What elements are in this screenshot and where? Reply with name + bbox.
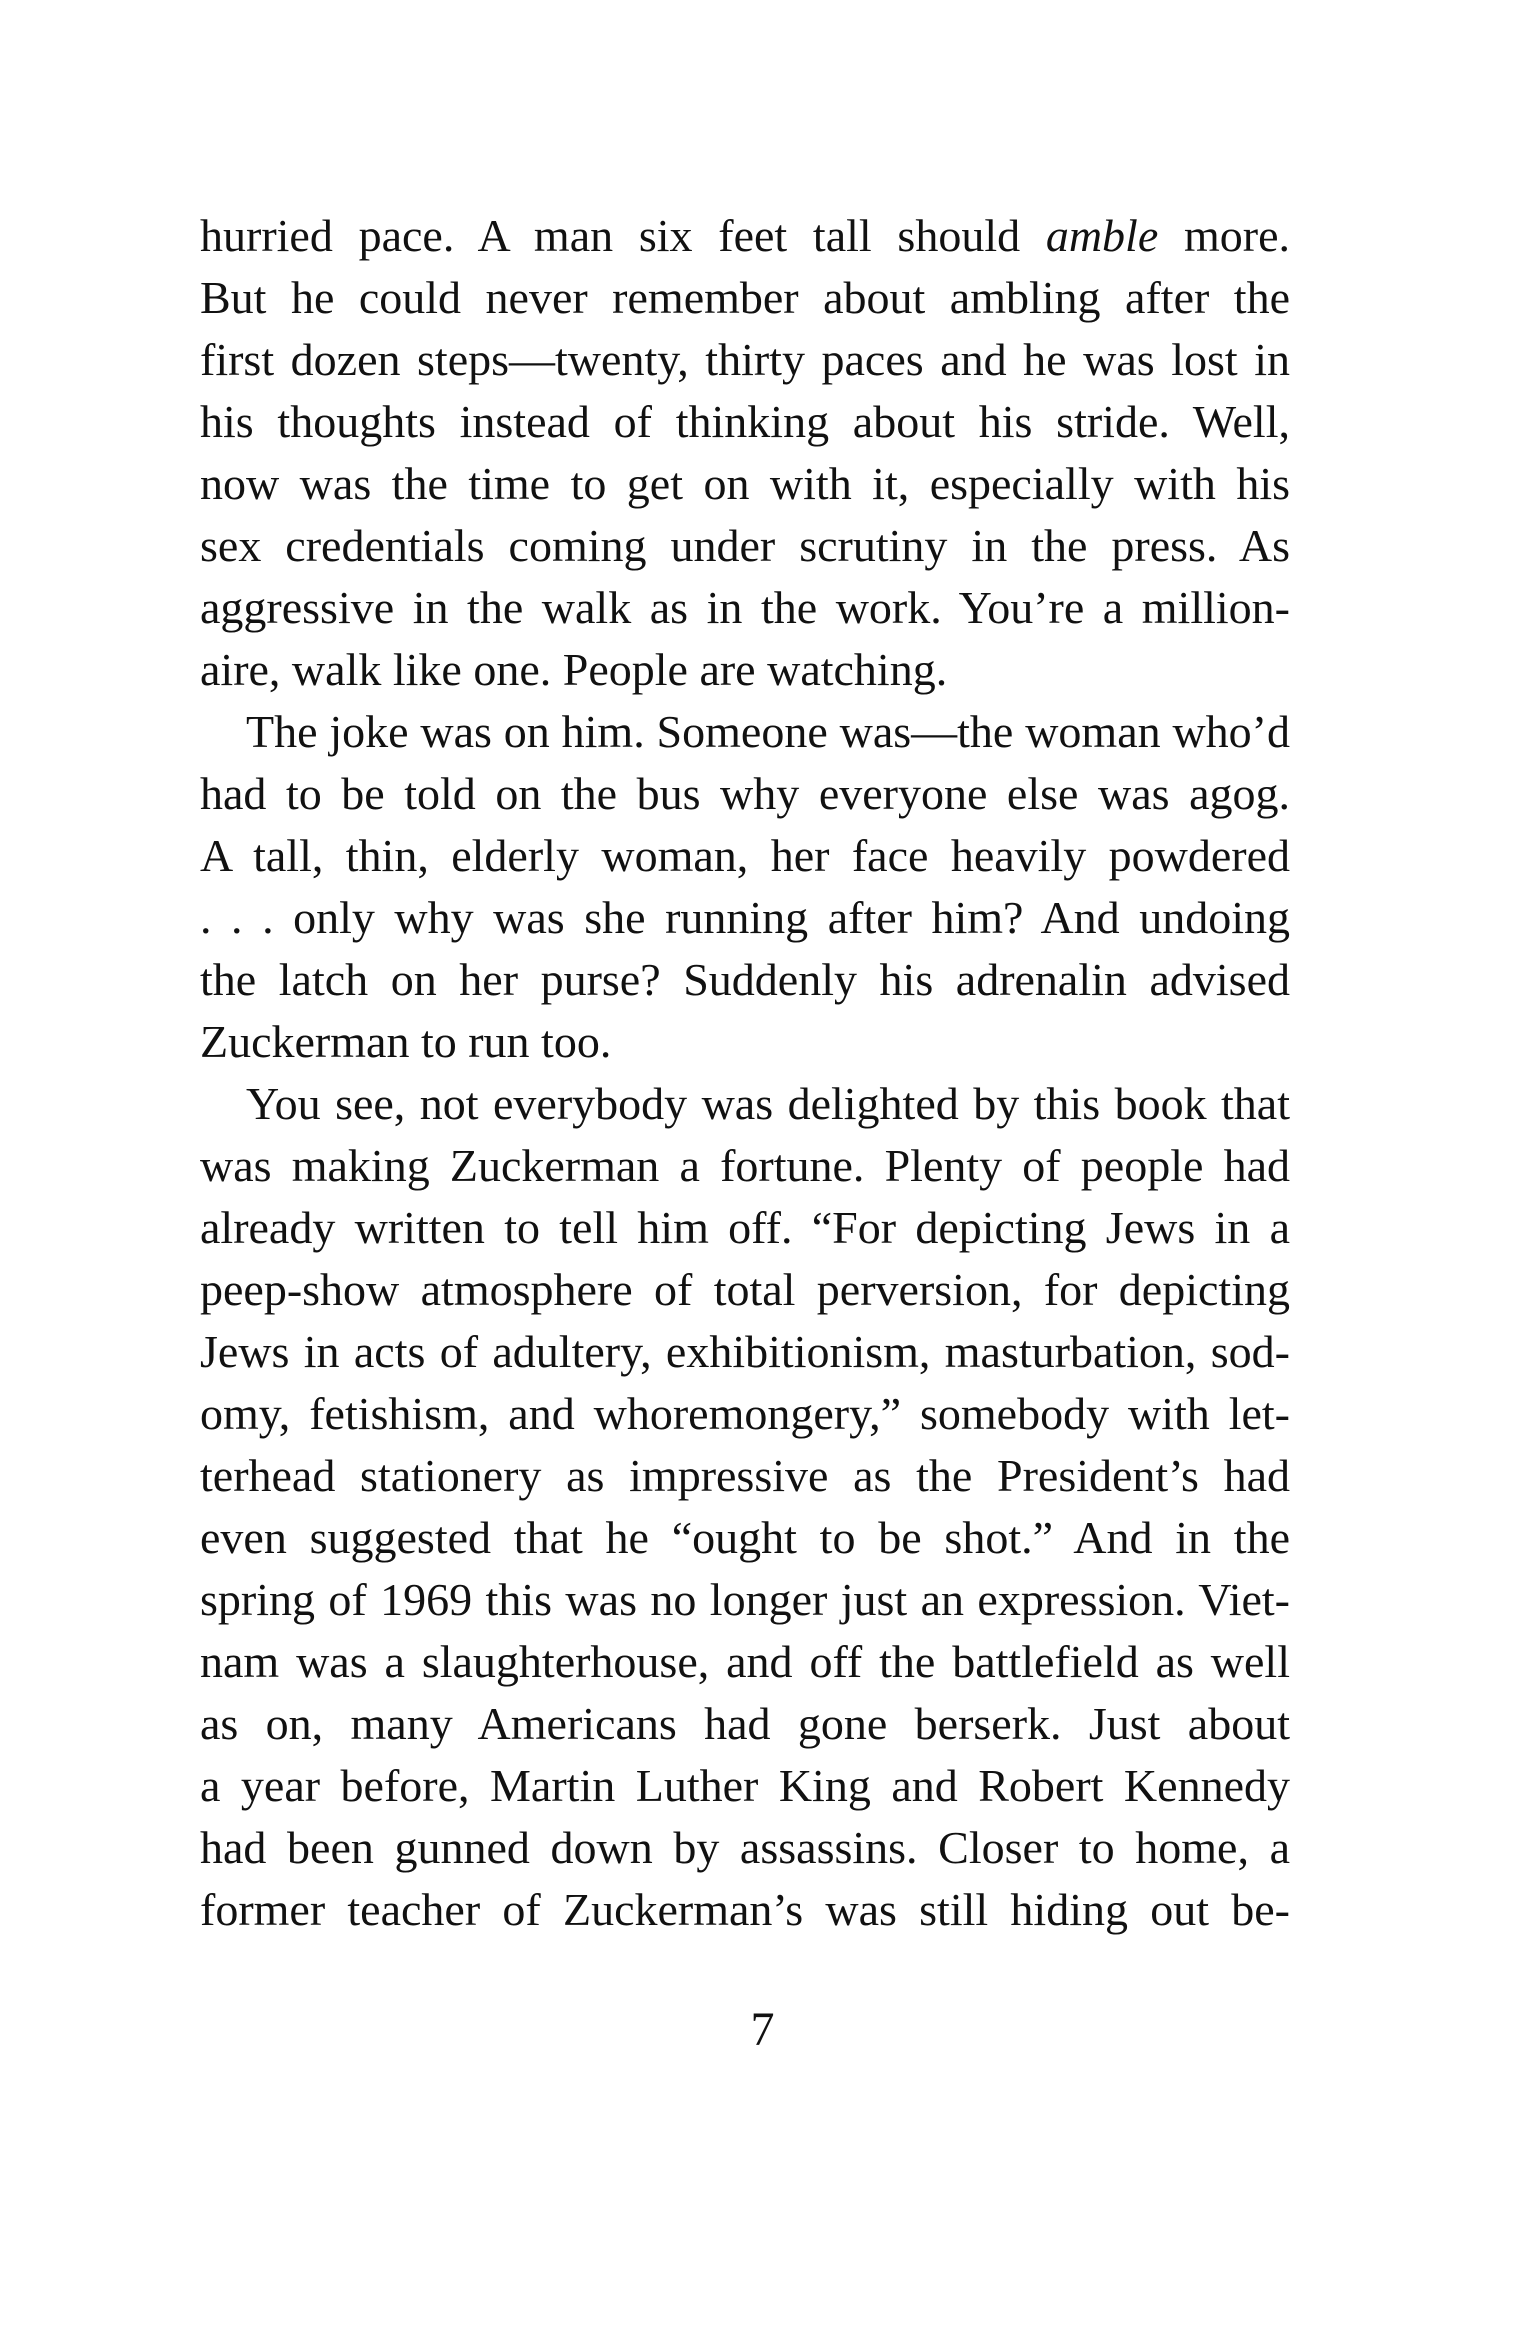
text-run: first dozen steps—twenty, thirty paces and he was lost in: [200, 334, 1290, 385]
text-line: [200, 1879, 1290, 1941]
italic-text: amble: [1045, 210, 1159, 261]
text-run: more.: [1158, 210, 1290, 261]
text-run: had to be told on the bus why everyone else was agog.: [200, 768, 1290, 819]
text-run: the latch on her purse? Suddenly his adrenalin advised: [200, 954, 1290, 1005]
text-run: A tall, thin, elderly woman, her face heavily powdered: [200, 830, 1290, 881]
text-line: [200, 1321, 1290, 1383]
text-line: [200, 1569, 1290, 1631]
text-run: sex credentials coming under scrutiny in the press. As: [200, 520, 1290, 571]
text-run: peep-show atmosphere of total perversion, for depicting: [200, 1264, 1290, 1315]
text-line: [200, 701, 1290, 763]
text-line: [200, 1259, 1290, 1321]
text-line: [200, 267, 1290, 329]
text-line: [200, 515, 1290, 577]
text-line: [200, 1755, 1290, 1817]
text-line: [200, 1197, 1290, 1259]
text-run: You see, not everybody was delighted by this book that: [246, 1078, 1290, 1129]
text-line: [200, 639, 1290, 701]
text-line: [200, 825, 1290, 887]
text-line: [200, 1011, 1290, 1073]
text-run: omy, fetishism, and whoremongery,” somebody with let-: [200, 1388, 1290, 1439]
text-line: [200, 329, 1290, 391]
paragraph: [200, 701, 1290, 1073]
text-run: terhead stationery as impressive as the President’s had: [200, 1450, 1290, 1501]
text-run: now was the time to get on with it, especially with his: [200, 458, 1290, 509]
text-run: Jews in acts of adultery, exhibitionism, masturbation, sod-: [200, 1326, 1290, 1377]
text-run: The joke was on him. Someone was—the woman who’d: [246, 706, 1290, 757]
page-number: 7: [750, 2003, 775, 2056]
text-run: Zuckerman to run too.: [200, 1016, 612, 1067]
text-run: his thoughts instead of thinking about his stride. Well,: [200, 396, 1290, 447]
text-line: [200, 205, 1290, 267]
text-run: . . . only why was she running after him? And undoing: [200, 892, 1290, 943]
text-run: had been gunned down by assassins. Closer to home, a: [200, 1822, 1290, 1873]
text-run: spring of 1969 this was no longer just an expression. Viet-: [200, 1574, 1290, 1625]
text-run: already written to tell him off. “For depicting Jews in a: [200, 1202, 1290, 1253]
text-run: even suggested that he “ought to be shot.” And in the: [200, 1512, 1290, 1563]
text-run: former teacher of Zuckerman’s was still hiding out be-: [200, 1884, 1290, 1935]
text-line: [200, 577, 1290, 639]
text-line: [200, 1073, 1290, 1135]
text-run: was making Zuckerman a fortune. Plenty of people had: [200, 1140, 1290, 1191]
text-run: aggressive in the walk as in the work. You’re a million-: [200, 582, 1290, 633]
text-run: hurried pace. A man six feet tall should: [200, 210, 1046, 261]
paragraph: [200, 1073, 1290, 1941]
text-line: [200, 1817, 1290, 1879]
text-line: [200, 1693, 1290, 1755]
text-run: aire, walk like one. People are watching.: [200, 644, 948, 695]
text-line: [200, 1507, 1290, 1569]
book-page-body: [200, 205, 1290, 1941]
text-line: [200, 1445, 1290, 1507]
text-run: as on, many Americans had gone berserk. Just about: [200, 1698, 1290, 1749]
text-line: [200, 453, 1290, 515]
text-line: [200, 949, 1290, 1011]
text-line: [200, 1383, 1290, 1445]
text-run: But he could never remember about ambling after the: [200, 272, 1290, 323]
text-line: [200, 1135, 1290, 1197]
text-run: nam was a slaughterhouse, and off the battlefield as well: [200, 1636, 1290, 1687]
text-line: [200, 763, 1290, 825]
text-line: [200, 887, 1290, 949]
text-line: [200, 391, 1290, 453]
paragraph: [200, 205, 1290, 701]
text-run: a year before, Martin Luther King and Robert Kennedy: [200, 1760, 1290, 1811]
text-line: [200, 1631, 1290, 1693]
